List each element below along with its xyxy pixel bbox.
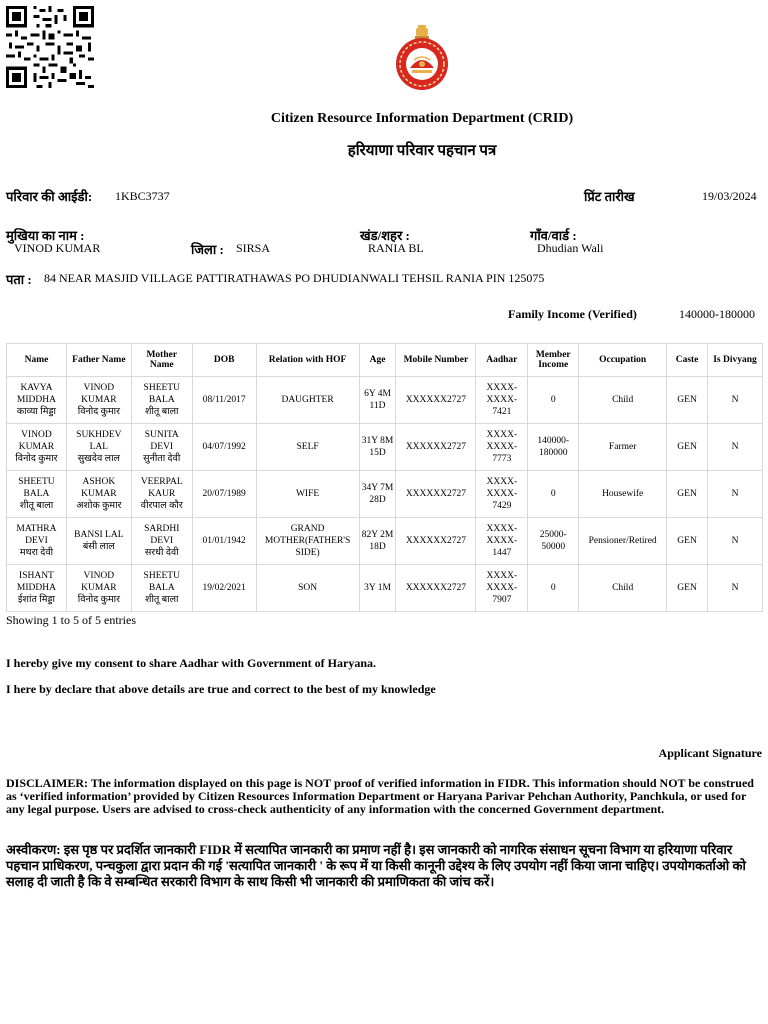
age-cell: 3Y 1M [359,565,396,612]
occupation-cell: Farmer [579,424,667,471]
father-en: SUKHDEV LAL [76,430,122,452]
occupation-cell: Child [579,377,667,424]
mobile-cell: XXXXXX2727 [396,518,476,565]
mother-name-cell [131,377,192,424]
divyang-cell: N [708,424,763,471]
relation-cell: GRAND MOTHER(FATHER'S SIDE) [256,518,359,565]
name-en: KAVYA MIDDHA [16,383,56,405]
document-title: हरियाणा परिवार पहचान पत्र [347,143,497,159]
column-header: Relation with HOF [256,344,359,377]
entries-info: Showing 1 to 5 of 5 entries [6,613,136,627]
name-hi: काव्या मिड्डा [16,407,56,417]
mother-hi: सुनीता देवी [143,454,181,464]
member-name-cell [7,424,67,471]
column-header: Mobile Number [396,344,476,377]
caste-cell: GEN [667,424,708,471]
caste-cell: GEN [667,377,708,424]
aadhar-cell: XXXX-XXXX-7773 [476,424,528,471]
father-name-cell [66,518,131,565]
mother-en: SHEETU BALA [143,383,180,405]
table-row [7,471,763,518]
mother-name-cell [131,518,192,565]
name-en: SHEETU BALA [18,477,55,499]
father-hi: बंसी लाल [82,542,115,552]
father-name-cell [66,424,131,471]
member-name-cell [7,471,67,518]
mother-en: SUNITA DEVI [144,430,179,452]
mother-hi: शीतू बाला [145,595,179,605]
block-value: RANIA BL [368,241,424,255]
district-label: जिला : [191,242,224,257]
print-date-label: प्रिंट तारीख [584,189,635,204]
relation-cell: WIFE [256,471,359,518]
mobile-cell: XXXXXX2727 [396,565,476,612]
family-id-value: 1KBC3737 [115,189,170,203]
family-income-label: Family Income (Verified) [508,307,637,321]
applicant-signature-label: Applicant Signature [658,746,762,760]
disclaimer-english: DISCLAIMER: The information displayed on this page is NOT proof of verified information in FIDR. This information should NOT be construed as ‘verified information’ provided by Citizen Resources Information Department or Haryana Parivar Pehchan Authority, Panchkula, or used for any legal purpose. Users are advised to cross-check authenticity of any information with the concerned Government department. [6,776,754,816]
father-hi: विनोद कुमार [77,407,120,417]
father-hi: अशोक कुमार [76,501,122,511]
age-cell: 6Y 4M 11D [359,377,396,424]
occupation-cell: Housewife [579,471,667,518]
table-row [7,424,763,471]
mother-hi: शीतू बाला [145,407,179,417]
mother-en: VEERPAL KAUR [140,477,183,499]
qr-code [6,6,94,88]
mobile-cell: XXXXXX2727 [396,424,476,471]
district-value: SIRSA [236,241,271,255]
divyang-cell: N [708,518,763,565]
mobile-cell: XXXXXX2727 [396,377,476,424]
haryana-emblem-logo [390,22,454,94]
age-cell: 34Y 7M 28D [359,471,396,518]
father-en: VINOD KUMAR [81,383,117,405]
father-en: BANSI LAL [74,530,124,540]
father-hi: सुखदेव लाल [77,454,120,464]
income-cell: 0 [528,377,579,424]
aadhar-cell: XXXX-XXXX-7429 [476,471,528,518]
column-header: Age [359,344,396,377]
name-en: ISHANT MIDDHA [16,571,56,593]
caste-cell: GEN [667,565,708,612]
father-name-cell [66,377,131,424]
table-row [7,565,763,612]
age-cell: 82Y 2M 18D [359,518,396,565]
father-name-cell [66,471,131,518]
column-header: Occupation [579,344,667,377]
father-en: ASHOK KUMAR [81,477,117,499]
member-name-cell [7,518,67,565]
name-en: VINOD KUMAR [18,430,55,452]
name-hi: मथरा देवी [19,548,54,558]
age-cell: 31Y 8M 15D [359,424,396,471]
divyang-cell: N [708,471,763,518]
occupation-cell: Child [579,565,667,612]
mobile-cell: XXXXXX2727 [396,471,476,518]
name-hi: शीतू बाला [19,501,54,511]
column-header: Member Income [528,344,579,377]
relation-cell: SON [256,565,359,612]
village-label: गाँव/वार्ड : [530,228,577,243]
occupation-cell: Pensioner/Retired [579,518,667,565]
member-name-cell [7,565,67,612]
column-header: Father Name [66,344,131,377]
address-value: 84 NEAR MASJID VILLAGE PATTIRATHAWAS PO DHUDIANWALI TEHSIL RANIA PIN 125075 [44,271,545,285]
caste-cell: GEN [667,518,708,565]
relation-cell: SELF [256,424,359,471]
column-header: Is Divyang [708,344,763,377]
table-row [7,377,763,424]
income-cell: 140000-180000 [528,424,579,471]
head-name-value: VINOD KUMAR [14,241,101,255]
name-en: MATHRA DEVI [16,524,57,546]
table-row [7,518,763,565]
column-header: Aadhar [476,344,528,377]
mother-name-cell [131,424,192,471]
name-hi: विनोद कुमार [15,454,58,464]
dob-cell: 01/01/1942 [192,518,256,565]
declaration-text: I here by declare that above details are true and correct to the best of my knowledge [6,682,436,696]
name-hi: ईशांत मिड्डा [17,595,56,605]
mother-hi: सरधी देवी [144,548,179,558]
column-header: Name [7,344,67,377]
head-name-label: मुखिया का नाम : [6,228,85,243]
aadhar-cell: XXXX-XXXX-1447 [476,518,528,565]
address-label: पता : [6,272,32,287]
block-label: खंड/शहर : [360,228,410,243]
family-id-label: परिवार की आईडी: [6,189,93,204]
family-members-table [6,343,763,612]
father-name-cell [66,565,131,612]
mother-name-cell [131,471,192,518]
dob-cell: 19/02/2021 [192,565,256,612]
mother-en: SARDHI DEVI [144,524,180,546]
divyang-cell: N [708,565,763,612]
dob-cell: 04/07/1992 [192,424,256,471]
mother-name-cell [131,565,192,612]
column-header: Mother Name [131,344,192,377]
village-value: Dhudian Wali [537,241,604,255]
divyang-cell: N [708,377,763,424]
income-cell: 0 [528,565,579,612]
father-en: VINOD KUMAR [81,571,117,593]
aadhar-consent-text: I hereby give my consent to share Aadhar with Government of Haryana. [6,656,376,670]
dob-cell: 20/07/1989 [192,471,256,518]
mother-en: SHEETU BALA [143,571,180,593]
column-header: Caste [667,344,708,377]
column-header: DOB [192,344,256,377]
relation-cell: DAUGHTER [256,377,359,424]
caste-cell: GEN [667,471,708,518]
mother-hi: वीरपाल कौर [140,501,183,511]
income-cell: 0 [528,471,579,518]
table-header-row [7,344,763,377]
department-title: Citizen Resource Information Department (CRID) [270,111,574,126]
disclaimer-hindi: अस्वीकरण: इस पृष्ठ पर प्रदर्शित जानकारी FIDR में सत्यापित जानकारी का प्रमाण नहीं है। इस जानकारी को नागरिक संसाधन सूचना विभाग या हरियाणा परिवार पहचान प्राधिकरण, पन्चकुला द्वारा प्रदान की गई 'सत्यापित जानकारी ' के रूप में या किसी कानूनी उद्देश्य के लिए उपयोग नहीं किया जाना चाहिए। उपयोगकर्ताओ को सलाह दी जाती है कि वे सम्बन्धित सरकारी विभाग के साथ किसी भी जानकारी की प्रमाणिकता की जांच करें। [6,842,746,889]
aadhar-cell: XXXX-XXXX-7907 [476,565,528,612]
family-income-value: 140000-180000 [679,307,755,321]
print-date-value: 19/03/2024 [702,189,757,203]
member-name-cell [7,377,67,424]
father-hi: विनोद कुमार [77,595,120,605]
aadhar-cell: XXXX-XXXX-7421 [476,377,528,424]
dob-cell: 08/11/2017 [192,377,256,424]
income-cell: 25000-50000 [528,518,579,565]
